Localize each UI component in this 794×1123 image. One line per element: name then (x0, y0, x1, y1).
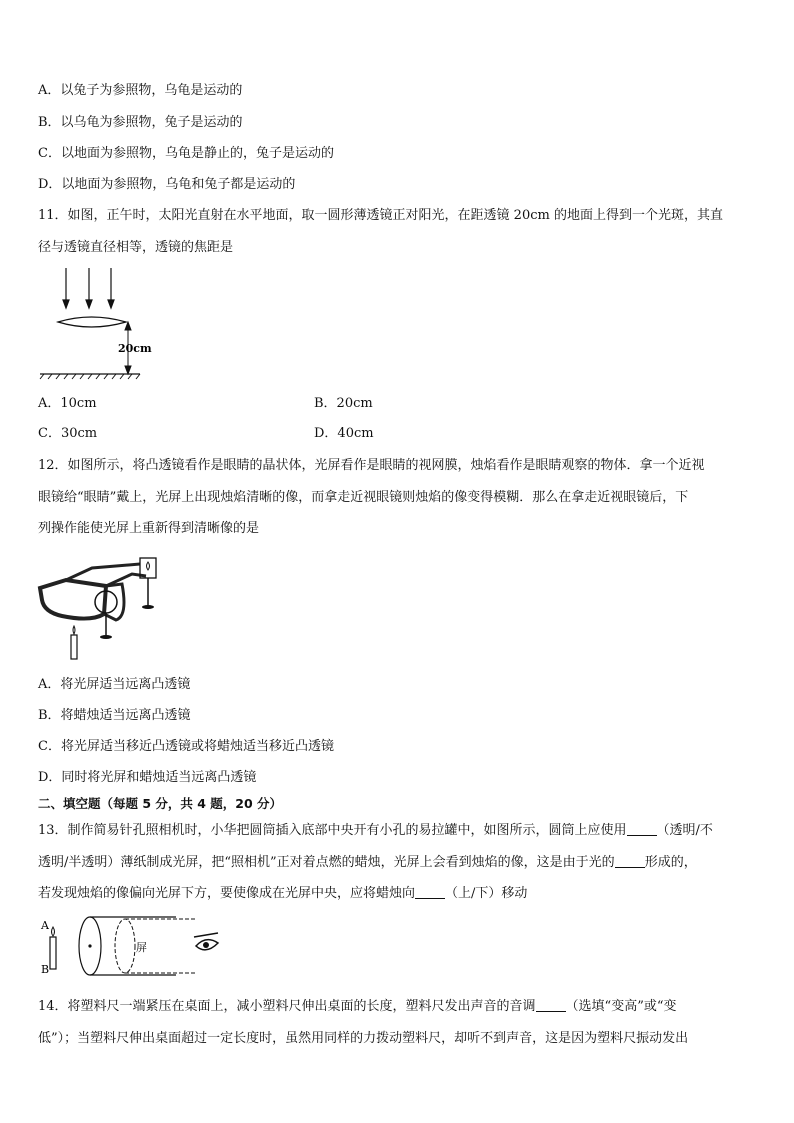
q13-line1 (38, 823, 713, 839)
q11-figure-label: 20cm (118, 342, 152, 355)
q11-option-a: A．10cm (38, 396, 97, 411)
q10-option-b: B．以乌龟为参照物，兔子是运动的 (38, 115, 243, 130)
q14-blank-1 (536, 999, 566, 1012)
q13-blank-1 (627, 823, 657, 836)
q13-line1-text-a: 13．制作简易针孔照相机时，小华把圆筒插入底部中央开有小孔的易拉罐中，如图所示，圆筒上应使用 (38, 823, 627, 838)
q13-blank-3 (415, 886, 445, 899)
q11-option-b: B．20cm (314, 396, 373, 411)
q13-line3-text-a: 若发现烛焰的像偏向光屏下方，要使像成在光屏中央，应将蜡烛向 (38, 886, 416, 901)
q12-option-d: D．同时将光屏和蜡烛适当远离凸透镜 (38, 770, 257, 785)
q13-label-a: A (41, 919, 49, 932)
q13-line2-text-b: 形成的， (644, 855, 697, 870)
q13-line2-text-a: 透明/半透明）薄纸制成光屏，把“照相机”正对着点燃的蜡烛，光屏上会看到烛焰的像，这是由于光的 (38, 855, 615, 870)
q11-stem-line2: 径与透镜直径相等，透镜的焦距是 (38, 240, 234, 255)
q10-option-d: D．以地面为参照物，乌龟和兔子都是运动的 (38, 177, 296, 192)
q13-label-b: B (41, 963, 50, 976)
q14-line1 (38, 999, 677, 1015)
q12-option-b: B．将蜡烛适当远离凸透镜 (38, 708, 191, 723)
q11-lens-figure (36, 262, 166, 382)
q14-line2: 低”）；当塑料尺伸出桌面超过一定长度时，虽然用同样的力拨动塑料尺，却听不到声音，这是因为塑料尺振动发出 (38, 1031, 689, 1046)
q13-pinhole-camera-figure (36, 913, 226, 979)
q13-label-screen: 屏 (136, 941, 147, 954)
q13-blank-2 (615, 855, 645, 868)
q10-option-a: A．以兔子为参照物，乌龟是运动的 (38, 83, 243, 98)
q13-line2 (38, 855, 697, 871)
q11-stem-line1: 11．如图，正午时，太阳光直射在水平地面，取一圆形薄透镜正对阳光，在距透镜 20cm 的地面上得到一个光斑，其直 (38, 208, 723, 223)
q12-glasses-figure (36, 556, 171, 664)
q13-line1-text-b: （透明/不 (656, 823, 713, 838)
q14-line1-text-b: （选填“变高”或“变 (565, 999, 677, 1014)
q13-line3 (38, 886, 527, 902)
q10-option-c: C．以地面为参照物，乌龟是静止的，兔子是运动的 (38, 146, 334, 161)
q14-line1-text-a: 14．将塑料尺一端紧压在桌面上，减小塑料尺伸出桌面的长度，塑料尺发出声音的音调 (38, 999, 536, 1014)
q11-option-d: D．40cm (314, 426, 374, 441)
section2-heading: 二、填空题（每题 5 分，共 4 题，20 分） (38, 796, 283, 811)
q12-stem-line3: 列操作能使光屏上重新得到清晰像的是 (38, 521, 260, 536)
q13-line3-text-b: （上/下）移动 (445, 886, 528, 901)
q12-option-c: C．将光屏适当移近凸透镜或将蜡烛适当移近凸透镜 (38, 739, 334, 754)
q12-option-a: A．将光屏适当远离凸透镜 (38, 677, 191, 692)
q11-option-c: C．30cm (38, 426, 98, 441)
q12-stem-line1: 12．如图所示，将凸透镜看作是眼睛的晶状体，光屏看作是眼睛的视网膜，烛焰看作是眼睛观察的物体．拿一个近视 (38, 458, 705, 473)
q12-stem-line2: 眼镜给“眼睛”戴上，光屏上出现烛焰清晰的像，而拿走近视眼镜则烛焰的像变得模糊．那么在拿走近视眼镜后，下 (38, 490, 689, 505)
